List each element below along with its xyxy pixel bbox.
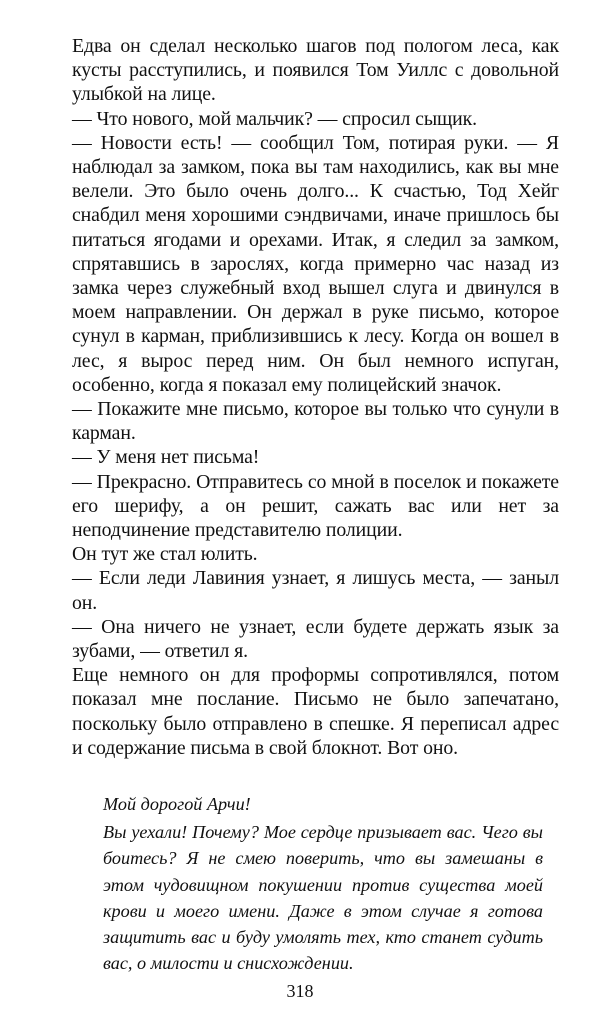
letter-block xyxy=(103,791,543,976)
paragraph-1: Едва он сделал несколько шагов под пологом леса, как кусты расступились, и появился Том Уиллс с довольной улыбкой на лице. xyxy=(72,35,559,106)
paragraph-8: — Если леди Лавиния узнает, я лишусь места, — заныл он. xyxy=(72,567,559,614)
paragraph-2: — Что нового, мой мальчик? — спросил сыщик. xyxy=(72,107,478,130)
paragraph-4: — Покажите мне письмо, которое вы только что сунули в карман. xyxy=(72,398,559,445)
paragraph-7: Он тут же стал юлить. xyxy=(72,543,258,566)
paragraph-9: — Она ничего не узнает, если будете держать язык за зубами, — ответил я. xyxy=(72,615,559,663)
letter-body: Вы уехали! Почему? Мое сердце призывает вас. Чего вы боитесь? Я не смею поверить, что вы замешаны в этом чудовищном покушении против существа моей крови и моего имени. Даже в этом случае я готова защитить вас и буду умолять тех, кто станет судить вас, о милости и снисхождении. xyxy=(103,822,543,974)
paragraph-3: — Новости есть! — сообщил Том, потирая руки. — Я наблюдал за замком, пока вы там находились, как вы мне велели. Это было очень долго... К счастью, Тод Хейг снабдил меня хорошими сэндвичами, иначе пришлось бы питаться ягодами и орехами. Итак, я следил за замком, спрятавшись в зарослях, когда примерно час назад из замка через служебный вход вышел слуга и двинулся в моем направлении. Он держал в руке письмо, которое сунул в карман, приблизившись к лесу. Когда он вошел в лес, я вырос перед ним. Он был немного испуган, особенно, когда я показал ему полицейский значок. xyxy=(72,131,559,396)
main-text xyxy=(72,34,559,760)
paragraph-5: — У меня нет письма! xyxy=(72,446,260,469)
paragraph-10: Еще немного он для проформы сопротивлялся, потом показал мне послание. Письмо не было запечатано, поскольку было отправлено в спешке. Я переписал адрес и содержание письма в свой блокнот. Вот оно. xyxy=(72,664,559,759)
page-number: 318 xyxy=(286,981,314,1001)
paragraph-6: — Прекрасно. Отправитесь со мной в поселок и покажете его шерифу, а он решит, сажать вас или нет за неподчинение представителю полиции. xyxy=(72,470,559,542)
letter-greeting: Мой дорогой Арчи! xyxy=(103,794,251,814)
